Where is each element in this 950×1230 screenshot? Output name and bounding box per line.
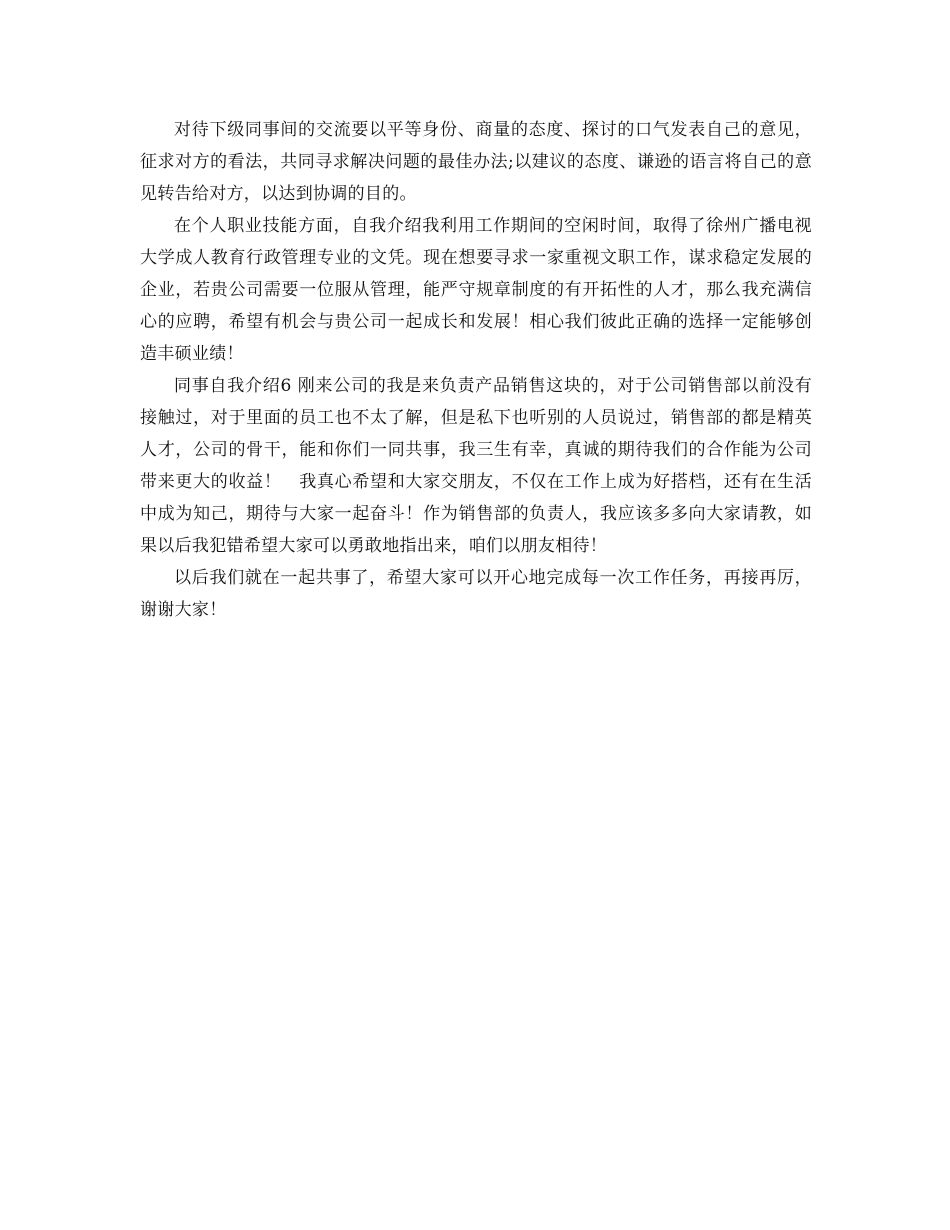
paragraph-closing: 以后我们就在一起共事了，希望大家可以开心地完成每一次工作任务，再接再厉，谢谢大家！	[140, 568, 812, 620]
document-body	[140, 114, 812, 626]
paragraph-peer-communication: 对待下级同事间的交流要以平等身份、商量的态度、探讨的口气发表自己的意见，征求对方的看法，共同寻求解决问题的最佳办法;以建议的态度、谦逊的语言将自己的意见转告给对方，以达到协调的目的。	[140, 120, 812, 204]
paragraph-self-introduction-6: 同事自我介绍6 刚来公司的我是来负责产品销售这块的，对于公司销售部以前没有接触过，对于里面的员工也不太了解，但是私下也听别的人员说过，销售部的都是精英人才，公司的骨干，能和你们一同共事，我三生有幸，真诚的期待我们的合作能为公司带来更大的收益！ 我真心希望和大家交朋友，不仅在工作上成为好搭档，还有在生活中成为知己，期待与大家一起奋斗！作为销售部的负责人，我应该多多向大家请教，如果以后我犯错希望大家可以勇敢地指出来，咱们以朋友相待！	[140, 376, 812, 556]
paragraph-professional-skills: 在个人职业技能方面，自我介绍我利用工作期间的空闲时间，取得了徐州广播电视大学成人教育行政管理专业的文凭。现在想要寻求一家重视文职工作，谋求稳定发展的企业，若贵公司需要一位服从管理，能严守规章制度的有开拓性的人才，那么我充满信心的应聘，希望有机会与贵公司一起成长和发展！相心我们彼此正确的选择一定能够创造丰硕业绩！	[140, 216, 812, 364]
